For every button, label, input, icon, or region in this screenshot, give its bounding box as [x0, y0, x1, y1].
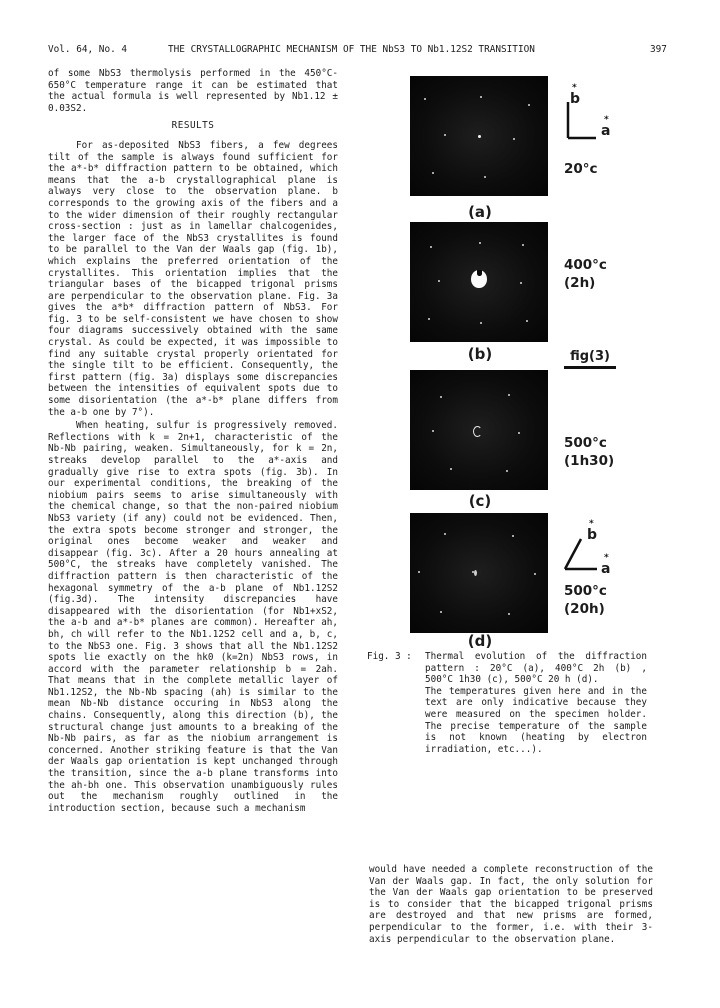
panel-c-condition-temp: 500°c — [564, 435, 607, 451]
axis-star-b: * — [589, 519, 594, 529]
diffraction-panel-b — [410, 222, 548, 342]
axis-star-a: * — [604, 115, 609, 125]
page-number: 397 — [650, 44, 667, 55]
caption-lead: Fig. 3 : — [367, 651, 412, 662]
panel-c-label: (c) — [468, 492, 492, 510]
central-beam — [474, 570, 477, 576]
diffraction-panel-c — [410, 370, 548, 490]
axis-star-b: * — [572, 83, 577, 93]
panel-a-condition: 20°c — [564, 161, 598, 177]
panel-d-condition-time: (20h) — [564, 601, 605, 617]
caption-line-1: Thermal evolution of the diffraction pattern : 20°C (a), 400°C 2h (b) , 500°C 1h30 (c), 500°C 20 h (d). — [425, 651, 647, 686]
panel-b-condition-time: (2h) — [564, 275, 596, 291]
journal-volume: Vol. 64, No. 4 — [48, 44, 128, 55]
intro-paragraph: of some NbS3 thermolysis performed in the 450°C-650°C temperature range it can be estimated that the actual formula is well represented by Nb1.12 ± 0.03S2. — [48, 68, 338, 114]
right-column — [369, 864, 653, 945]
diffraction-panel-d — [410, 513, 548, 633]
section-heading: RESULTS — [171, 120, 215, 132]
panel-b-label: (b) — [467, 345, 493, 363]
right-column-paragraph: would have needed a complete reconstruction of the Van der Waals gap. In fact, the only solution for the Van der Waals gap orientation to be preserved is to consider that the bicapped trigonal prisms are destroyed and that new prisms are formed, perpendicular to the former, i.e. with their 3-axis perpendicular to the observation plane. — [369, 864, 653, 945]
caption-line-2: The temperatures given here and in the text are only indicative because they were measured on the specimen holder. The precise temperature of the sample is not known (heating by electron irradiation, etc...). — [425, 685, 647, 755]
figure-caption — [367, 651, 647, 755]
results-paragraph-2: When heating, sulfur is progressively removed. Reflections with k = 2n+1, characteristic of the Nb-Nb pairing, weaken. Simultaneously, for k = 2n, streaks develop parallel to the a*-axis and gradually give rise to extra spots (fig. 3b). In our experimental conditions, the breaking of the niobium pairs seems to arise simultaneously with the chemical change, so that the non-paired niobium NbS3 variety (if any) could not be evidenced. Then, the extra spots become stronger and stronger, the original ones become weaker and weaker and disappear (fig. 3c). After a 20 hours annealing at 500°C, the streaks have completely vanished. The diffraction pattern is then characteristic of the hexagonal symmetry of the a-b plane of Nb1.12S2 (fig.3d). The intensity discrepancies have disappeared with the disorientation (for Nb1+xS2, the a-b and a*-b* planes are common). Hereafter ah, bh, ch will refer to the Nb1.12S2 cell and a, b, c, to the NbS3 one. Fig. 3 shows that all the Nb1.12S2 spots lie exactly on the hk0 (k=2n) NbS3 rows, in accord with the parameter relationship b = 2ah. That means that in the complete metallic layer of Nb1.12S2, the Nb-Nb spacing (ah) is similar to the mean Nb-Nb distance occuring in NbS3 along the chains. Consequently, along this direction (b), the structural change just amounts to a breaking of the Nb-Nb pairs, as far as the niobium arrangement is concerned. Another striking feature is that the Van der Waals gap orientation is kept unchanged through the transition, since the a-b plane transforms into the ah-bh one. This observation unambiguously rules out the mechanism roughly outlined in the introduction section, because such a mechanism — [48, 420, 338, 814]
panel-b-condition-temp: 400°c — [564, 257, 607, 273]
diffraction-panel-a — [410, 76, 548, 196]
panel-d-label: (d) — [467, 632, 493, 650]
axis-label-a: a — [601, 561, 611, 577]
results-paragraph-1: For as-deposited NbS3 fibers, a few degrees tilt of the sample is always found sufficient for the a*-b* diffraction pattern to be obtained, which means that the a-b crystallographical plane is always very close to the observation plane. b corresponds to the growing axis of the fibers and a to the wider dimension of their roughly rectangular cross-section : just as in lamellar chalcogenides, the larger face of the NbS3 crystallites is found to be parallel to the Van der Waals gap (fig. 1b), which explains the preferred orientation of the crystallites. This orientation implies that the triangular bases of the bicapped trigonal prisms are perpendicular to the observation plane. Fig. 3a gives the a*b* diffraction pattern of NbS3. For fig. 3 to be self-consistent we have chosen to show four diagrams successively obtained with the same crystal. As could be expected, it was impossible to find any suitable crystal properly orientated for the single tilt to be efficient. Consequently, the first pattern (fig. 3a) displays some discrepancies between the intensities of equivalent spots due to some disorientation (the a*-b* plane differs from the a-b one by 7°). — [48, 139, 338, 418]
left-column — [48, 68, 338, 814]
axis-star-a: * — [604, 553, 609, 563]
axis-label-b: b — [587, 527, 598, 543]
panel-c-condition-time: (1h30) — [564, 453, 615, 469]
figure-id: fig(3) — [564, 349, 616, 369]
central-beam — [473, 426, 482, 437]
axis-label-b: b — [570, 91, 581, 107]
panel-d-condition-temp: 500°c — [564, 583, 607, 599]
running-title: THE CRYSTALLOGRAPHIC MECHANISM OF THE NbS3 TO Nb1.12S2 TRANSITION — [168, 44, 535, 55]
running-header — [0, 44, 720, 58]
axis-label-a: a — [601, 123, 611, 139]
panel-a-label: (a) — [468, 203, 492, 221]
central-beam — [471, 270, 487, 288]
